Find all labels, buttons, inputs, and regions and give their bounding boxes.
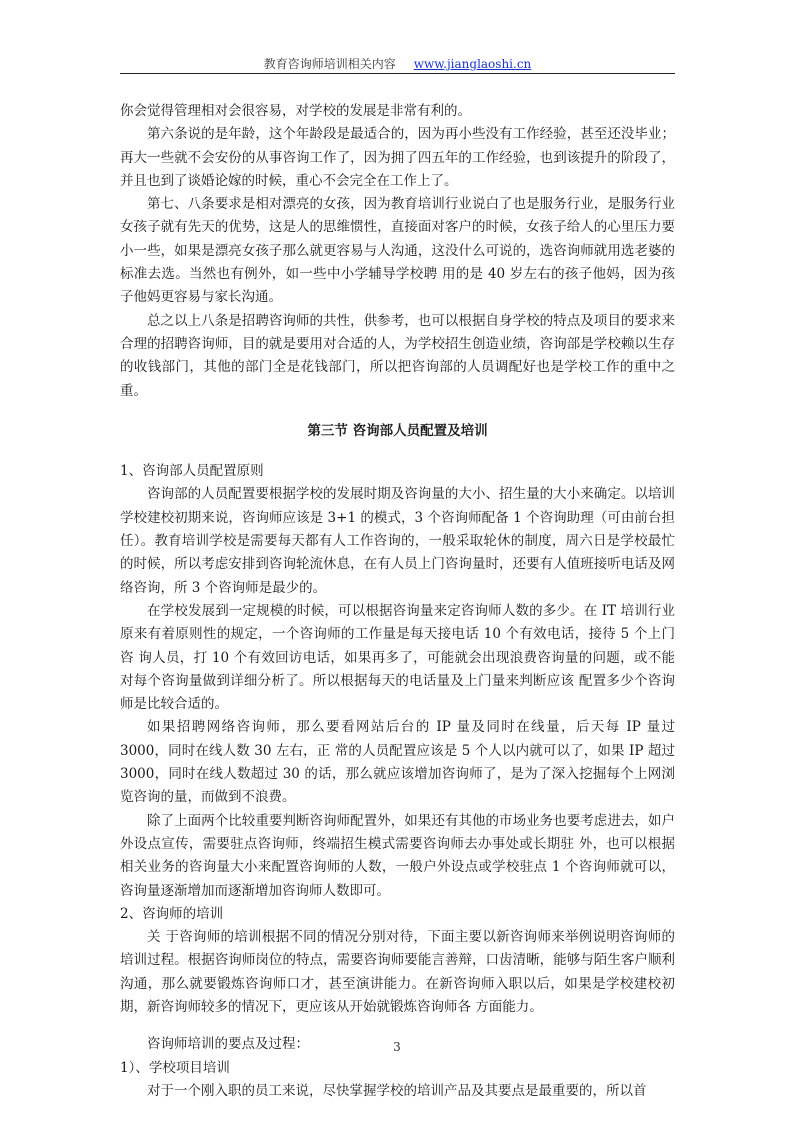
paragraph-training: 关 于咨询师的培训根据不同的情况分别对待，下面主要以新咨询师来举例说明咨询师的培训过程。根据咨询师岗位的特点，需要咨询师要能言善辩，口齿清晰，能够与陌生客户顺利沟通，那么就要锻炼咨询师口才，甚至演讲能力。在新咨询师入职以后，如果是学校建校初期，新咨询师较多的情况下，更应该从开始就锻炼咨询师各 方面能力。 [120, 929, 675, 1015]
page-number: 3 [393, 1040, 401, 1054]
paragraph-summary: 总之以上八条是招聘咨询师的共性，供参考，也可以根据自身学校的特点及项目的要求来合理的招聘咨询师，目的就是要用对合适的人，为学校招生创造业绩，咨询部是学校赖以生存的收钱部门，其他的部门全是花钱部门，所以把咨询部的人员调配好也是学校工作的重中之重。 [120, 312, 675, 399]
paragraph-staffing-4: 除了上面两个比较重要判断咨询师配置外，如果还有其他的市场业务也要考虑进去，如户外设点宣传，需要驻点咨询师，终端招生模式需要咨询师去办事处或长期驻 外，也可以根据相关业务的咨询量大小来配置咨询师的人数，一般户外设点或学校驻点 1 个咨询师就可以，咨询量逐渐增加而逐渐增加咨询师人数即可。 [120, 812, 675, 899]
paragraph-appearance: 第七、八条要求是相对漂亮的女孩，因为教育培训行业说白了也是服务行业，是服务行业女孩子就有先天的优势，这是人的思维惯性，直接面对客户的时候，女孩子给人的心里压力要小一些，如果是漂亮女孩子那么就更容易与人沟通，这没什么可说的，选咨询师就用选老婆的标准去选。当然也有例外，如一些中小学辅导学校聘 用的是 40 岁左右的孩子他妈，因为孩子他妈更容易与家长沟通。 [120, 196, 675, 306]
paragraph-staffing-1: 咨询部的人员配置要根据学校的发展时期及咨询量的大小、招生量的大小来确定。以培训学校建校初期来说，咨询师应该是 3+1 的模式，3 个咨询师配备 1 个咨询助理（可由前台担任）。教育培训学校是需要每天都有人工作咨询的，一般采取轮休的制度，周六日是学校最忙的时候，所以考虑安排到咨询轮流休息，在有人员上门咨询量时，还要有人值班接听电话及网络咨询，所 3 个咨询师是最少的。 [120, 486, 675, 596]
subheading-project-training: 1）、学校项目培训 [120, 1059, 230, 1076]
page-body [120, 100, 675, 1103]
header-site-link[interactable]: www.jianglaoshi.cn [413, 57, 532, 71]
page-header [120, 56, 675, 72]
header-divider [120, 73, 675, 74]
subheading-staffing: 1、咨询部人员配置原则 [120, 463, 264, 480]
subheading-training: 2、咨询师的培训 [120, 905, 224, 922]
paragraph-staffing-2: 在学校发展到一定规模的时候，可以根据咨询量来定咨询师人数的多少。在 IT 培训行业原来有着原则性的规定，一个咨询师的工作量是每天接电话 10 个有效电话，接待 5 个上门咨 询人员，打 10 个有效回访电话，如果再多了，可能就会出现浪费咨询量的问题，或不能对每个咨询量做到详细分析了。所以根据每天的电话量及上门量来判断应该 配置多少个咨询师是比较合适的。 [120, 602, 675, 713]
paragraph-project-training: 对于一个刚入职的员工来说，尽快掌握学校的培训产品及其要点是最重要的，所以首 [147, 1082, 647, 1099]
paragraph-age: 第六条说的是年龄，这个年龄段是最适合的，因为再小些没有工作经验，甚至还没毕业；再大一些就不会安份的从事咨询工作了，因为拥了四五年的工作经验，也到该提升的阶段了，并且也到了谈婚论嫁的时候，重心不会完全在工作上了。 [120, 126, 675, 189]
paragraph-continuation: 你会觉得管理相对会很容易，对学校的发展是非常有利的。 [120, 103, 471, 119]
training-points-intro: 咨询师培训的要点及过程： [147, 1036, 309, 1053]
section-title: 第三节 咨询部人员配置及培训 [307, 422, 488, 439]
paragraph-staffing-3: 如果招聘网络咨询师，那么要看网站后台的 IP 量及同时在线量，后天每 IP 量过 3000，同时在线人数 30 左右，正 常的人员配置应该是 5 个人以内就可以了，如果 IP 超过 3000，同时在线人数超过 30 的话，那么就应该增加咨询师了，是为了深入挖掘每个上网浏览咨询的量，而做到不浪费。 [120, 719, 675, 806]
header-title: 教育咨询师培训相关内容 [263, 57, 396, 71]
